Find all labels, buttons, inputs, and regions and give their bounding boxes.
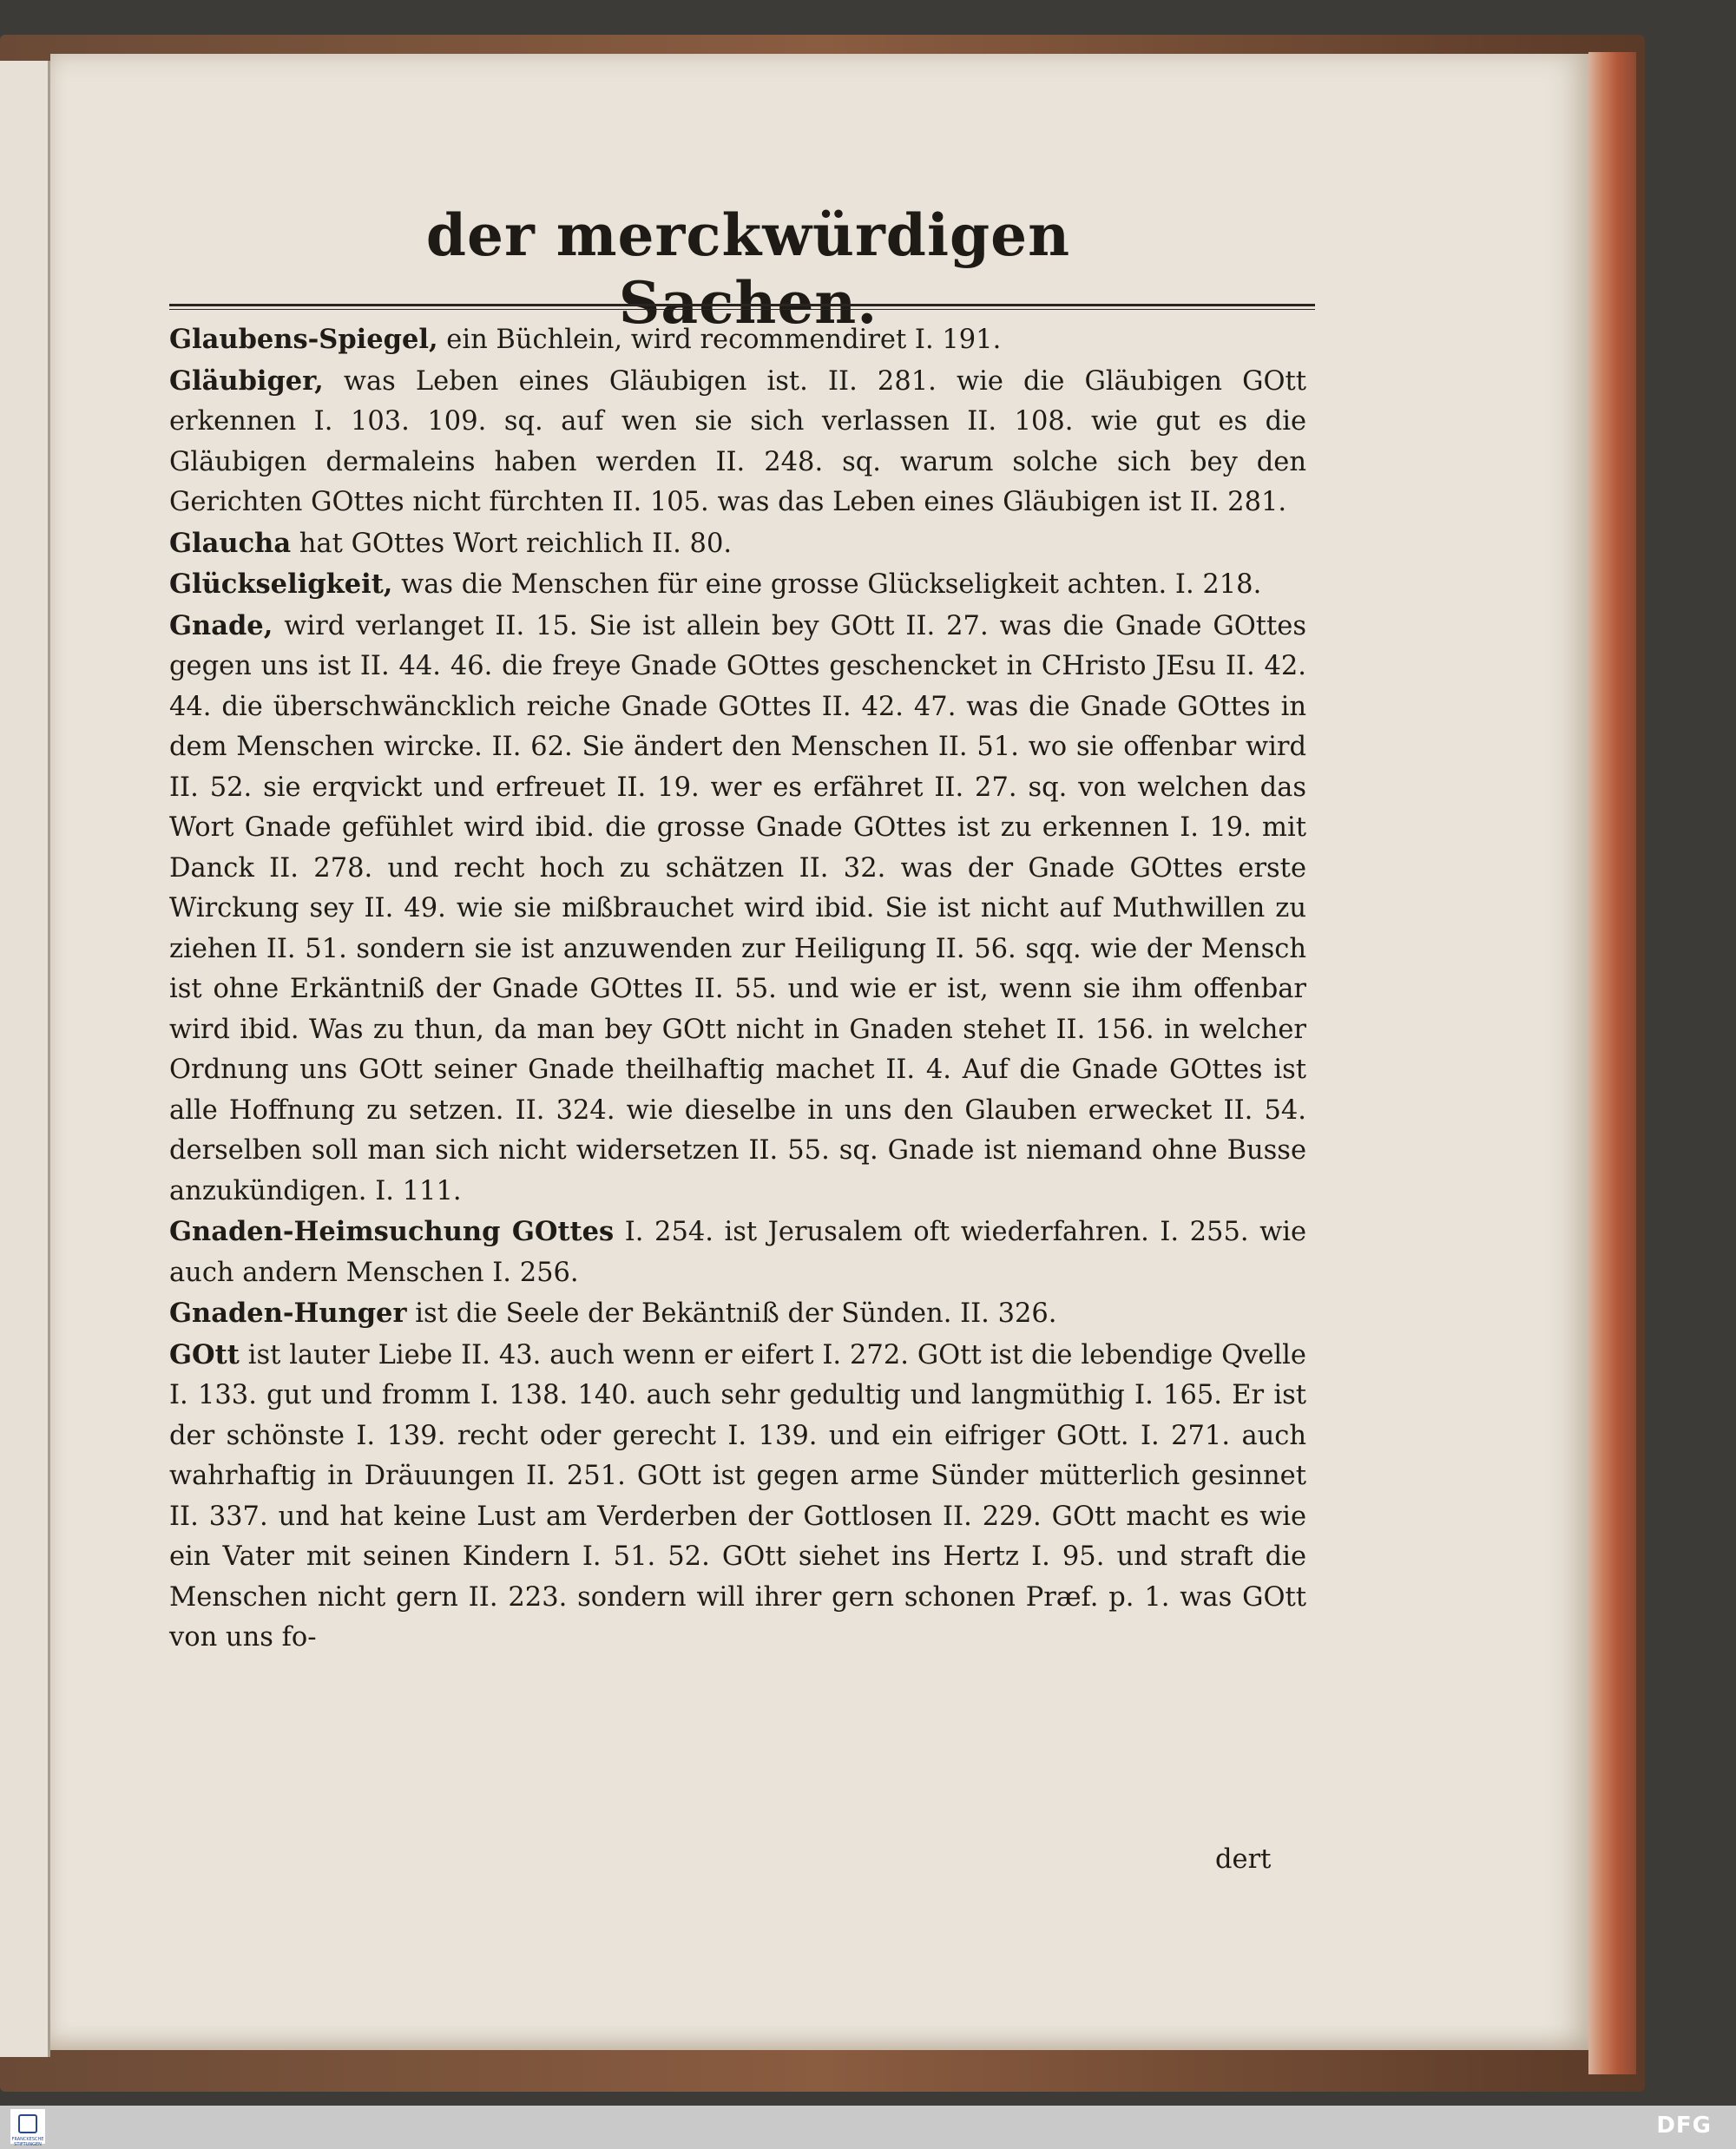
- entry-text: ein Büchlein, wird recommendiret I. 191.: [437, 325, 1002, 355]
- dfg-logo[interactable]: DFG: [1656, 2113, 1712, 2139]
- page-edges: [1588, 52, 1636, 2074]
- viewer-footer: [0, 2106, 1736, 2149]
- entry-keyword: GOtt: [169, 1338, 240, 1370]
- entry-text: I. 254. ist Jerusalem oft wiederfahren. I. 255. wie auch andern Menschen I. 256.: [169, 1217, 1306, 1288]
- entry-text: wird verlanget II. 15. Sie ist allein bey GOtt II. 27. was die Gnade GOttes gegen uns ist II. 44. 46. die freye Gnade GOttes geschencket in CHristo JEsu II. 42. 44. die überschwäncklich reiche Gnade GOttes II. 42. 47. was die Gnade GOttes in dem Menschen wircke. II. 62. Sie ändert den Menschen II. 51. wo sie offenbar wird II. 52. sie erqvickt und erfreuet II. 19. wer es erfähret II. 27. sq. von welchen das Wort Gnade gefühlet wird ibid. die grosse Gnade GOttes ist zu erkennen I. 19. mit Danck II. 278. und recht hoch zu schätzen II. 32. was der Gnade GOttes erste Wirckung sey II. 49. wie sie mißbrauchet wird ibid. Sie ist nicht auf Muthwillen zu ziehen II. 51. sondern sie ist anzuwenden zur Heiligung II. 56. sqq. wie der Mensch ist ohne Erkäntniß der Gnade GOttes II. 55. und wie er ist, wenn sie ihm offenbar wird ibid. Was zu thun, da man bey GOtt nicht in Gnaden stehet II. 156. in welcher Ordnung uns GOtt seiner Gnade theilhaftig machet II. 4. Auf die Gnade GOttes ist alle Hoffnung zu setzen. II. 324. wie dieselbe in uns den Glauben erwecket II. 54. derselben soll man sich nicht widersetzen II. 55. sq. Gnade ist niemand ohne Busse anzukündigen. I. 111.: [169, 610, 1306, 1206]
- entry-keyword: Glaubens-Spiegel,: [169, 324, 438, 355]
- page-heading: der merckwürdigen Sachen.: [425, 201, 1071, 337]
- entry-keyword: Glückseligkeit,: [169, 568, 393, 600]
- index-entry: [169, 1293, 1306, 1335]
- index-entry: [169, 1212, 1306, 1293]
- entry-keyword: Gnade,: [169, 609, 273, 641]
- index-entries: [169, 319, 1306, 1659]
- index-entry: [169, 606, 1306, 1213]
- entry-keyword: Gnaden-Hunger: [169, 1298, 407, 1329]
- heading-rule: [169, 304, 1315, 306]
- entry-text: was Leben eines Gläubigen ist. II. 281. wie die Gläubigen GOtt erkennen I. 103. 109. sq. auf wen sie sich verlassen II. 108. wie gut es die Gläubigen dermaleins haben werden II. 248. sq. warum solche sich bey den Gerichten GOttes nicht fürchten II. 105. was das Leben eines Gläubigen ist II. 281.: [169, 365, 1306, 517]
- logo-icon: [18, 2114, 37, 2133]
- logo-text: FRANCKESCHE STIFTUNGEN: [11, 2137, 44, 2147]
- index-entry: [169, 319, 1306, 361]
- index-entry: [169, 564, 1306, 606]
- entry-keyword: Gnaden-Heimsuchung GOttes: [169, 1216, 615, 1247]
- index-entry: [169, 361, 1306, 523]
- entry-text: ist die Seele der Bekäntniß der Sünden. II. 326.: [406, 1298, 1057, 1329]
- catchword: dert: [1215, 1844, 1272, 1875]
- institution-logo[interactable]: [10, 2109, 45, 2147]
- entry-keyword: Glaucha: [169, 527, 292, 559]
- entry-keyword: Gläubiger,: [169, 365, 324, 397]
- left-page-edge: [0, 61, 50, 2057]
- index-entry: [169, 523, 1306, 565]
- heading-rule-thin: [169, 309, 1315, 310]
- index-entry: [169, 1335, 1306, 1659]
- entry-text: hat GOttes Wort reichlich II. 80.: [291, 528, 733, 559]
- entry-text: ist lauter Liebe II. 43. auch wenn er eifert I. 272. GOtt ist die lebendige Qvelle I. 133. gut und fromm I. 138. 140. auch sehr gedultig und langmüthig I. 165. Er ist der schönste I. 139. recht oder gerecht I. 139. und ein eifriger GOtt. I. 271. auch wahrhaftig in Dräuungen II. 251. GOtt ist gegen arme Sünder mütterlich gesinnet II. 337. und hat keine Lust am Verderben der Gottlosen II. 229. GOtt macht es wie ein Vater mit seinen Kindern I. 51. 52. GOtt siehet ins Hertz I. 95. und straft die Menschen nicht gern II. 223. sondern will ihrer gern schonen Præf. p. 1. was GOtt von uns fo-: [169, 1339, 1306, 1653]
- entry-text: was die Menschen für eine grosse Glückseligkeit achten. I. 218.: [392, 569, 1262, 600]
